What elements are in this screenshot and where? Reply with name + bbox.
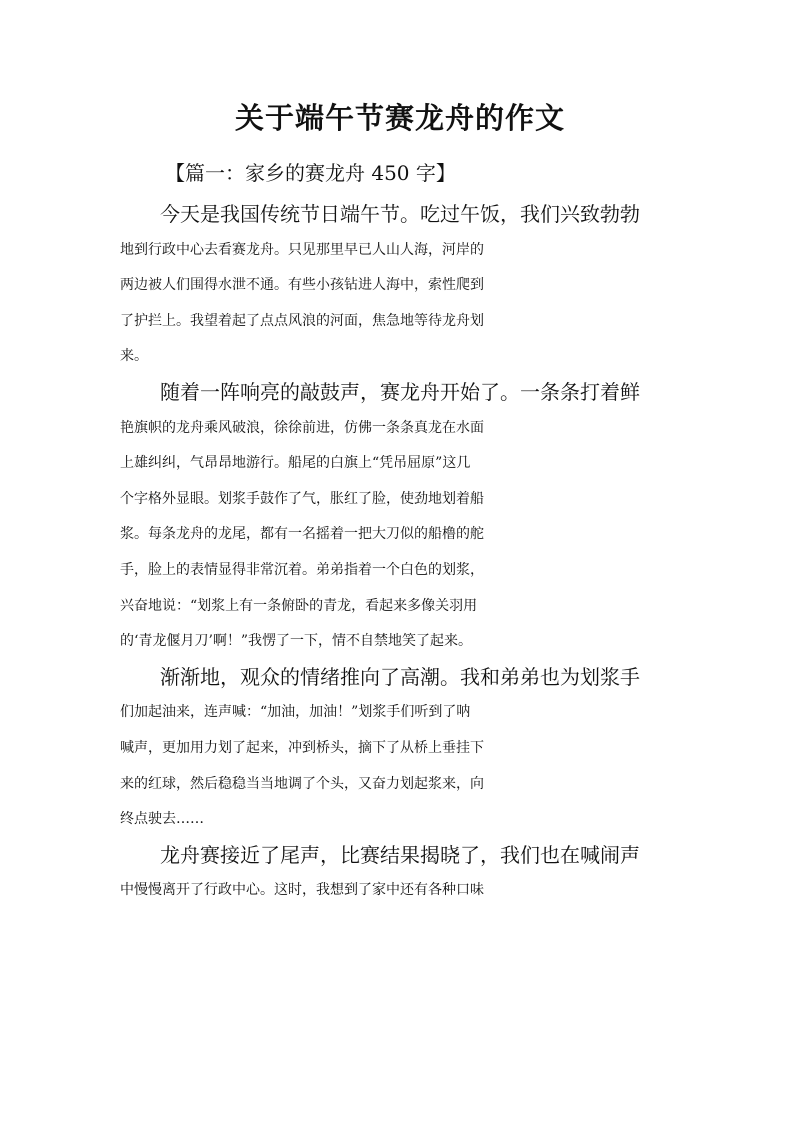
paragraph-line: 来。	[120, 348, 148, 365]
paragraph-line: 渐渐地，观众的情绪推向了高潮。我和弟弟也为划浆手	[160, 664, 640, 689]
paragraph	[120, 660, 682, 838]
paragraph	[120, 838, 682, 909]
paragraph-line: 的‘青龙偃月刀’啊！”我愣了一下，情不自禁地笑了起来。	[120, 633, 473, 650]
paragraph-line: 了护拦上。我望着起了点点风浪的河面，焦急地等待龙舟划	[120, 312, 484, 329]
document-title: 关于端午节赛龙舟的作文	[234, 101, 565, 135]
paragraph-line: 上雄纠纠，气昂昂地游行。船尾的白旗上“凭吊屈原”这几	[120, 455, 471, 472]
document-body	[120, 197, 682, 909]
paragraph-line: 中慢慢离开了行政中心。这时，我想到了家中还有各种口味	[120, 882, 484, 899]
paragraph-line: 随着一阵响亮的敲鼓声，赛龙舟开始了。一条条打着鲜	[160, 379, 640, 404]
paragraph-line: 龙舟赛接近了尾声，比赛结果揭晓了，我们也在喊闹声	[160, 842, 640, 867]
paragraph-line: 喊声，更加用力划了起来，冲到桥头，摘下了从桥上垂挂下	[120, 739, 484, 756]
paragraph-line: 来的红球，然后稳稳当当地调了个头，又奋力划起浆来，向	[120, 775, 484, 792]
section-heading: 【篇一：家乡的赛龙舟 450 字】	[165, 161, 456, 185]
paragraph-line: 兴奋地说：“划浆上有一条俯卧的青龙，看起来多像关羽用	[120, 597, 478, 614]
paragraph	[120, 197, 682, 375]
paragraph-line: 浆。每条龙舟的龙尾，都有一名摇着一把大刀似的船橹的舵	[120, 526, 484, 543]
paragraph	[120, 375, 682, 660]
paragraph-line: 手，脸上的表情显得非常沉着。弟弟指着一个白色的划浆，	[120, 561, 484, 578]
paragraph-line: 今天是我国传统节日端午节。吃过午饭，我们兴致勃勃	[160, 202, 640, 226]
paragraph-line: 们加起油来，连声喊：“加油，加油！”划浆手们听到了呐	[120, 704, 471, 721]
paragraph-line: 两边被人们围得水泄不通。有些小孩钻进人海中，索性爬到	[120, 277, 484, 294]
paragraph-line: 终点驶去……	[120, 811, 204, 828]
paragraph-line: 个字格外显眼。划浆手鼓作了气，胀红了脸，使劲地划着船	[120, 490, 484, 507]
paragraph-line: 艳旗帜的龙舟乘风破浪，徐徐前进，仿佛一条条真龙在水面	[120, 419, 484, 436]
paragraph-line: 地到行政中心去看赛龙舟。只见那里早已人山人海，河岸的	[120, 241, 484, 258]
